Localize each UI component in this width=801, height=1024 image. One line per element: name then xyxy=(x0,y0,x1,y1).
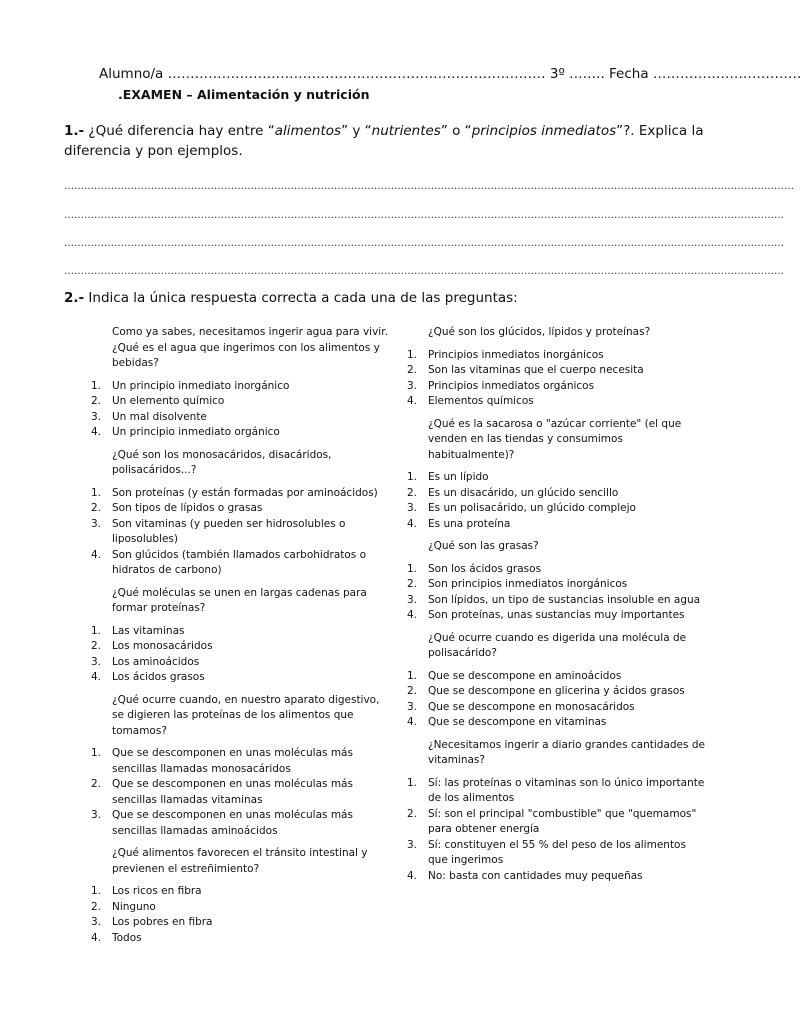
quiz-question-text: ¿Qué ocurre cuando es digerida una molécula de polisacárido? xyxy=(428,631,687,659)
answer-options xyxy=(91,884,391,946)
option-text: Son lípidos, un tipo de sustancias insoluble en agua xyxy=(428,593,701,606)
quiz-question xyxy=(407,631,707,731)
option-number: 3. xyxy=(91,655,102,668)
question-1-text-b: ” y “ xyxy=(341,123,372,139)
option-text: Son glúcidos (también llamados carbohidratos o hidratos de carbono) xyxy=(112,548,367,576)
answer-options xyxy=(407,669,707,731)
quiz-question xyxy=(91,586,391,686)
option-text: Son los ácidos grasos xyxy=(428,562,542,575)
option-number: 1. xyxy=(91,379,102,392)
option-number: 2. xyxy=(407,685,418,697)
answer-option[interactable] xyxy=(407,608,707,624)
quiz-question xyxy=(407,539,707,624)
option-text: Un mal disolvente xyxy=(112,410,207,423)
option-number: 3. xyxy=(407,502,418,514)
answer-option[interactable] xyxy=(407,577,707,593)
answer-line[interactable]: ………………………………………………………………………………………………………………………………………………………………………………………………… xyxy=(64,181,794,192)
answer-option[interactable] xyxy=(407,394,707,410)
answer-option[interactable] xyxy=(91,777,391,808)
quiz-question xyxy=(91,325,391,441)
answer-option[interactable] xyxy=(91,517,391,548)
question-1 xyxy=(64,121,714,161)
option-number: 4. xyxy=(407,609,418,621)
option-text: Es una proteína xyxy=(428,517,511,530)
option-number: 2. xyxy=(91,778,102,790)
question-1-text-a: ¿Qué diferencia hay entre “ xyxy=(84,123,275,139)
option-text: Elementos químicos xyxy=(428,395,534,407)
quiz-question xyxy=(91,693,391,840)
answer-line[interactable]: ……………………………………………………………………………………………………………………………………………………………………………………………… xyxy=(64,266,784,277)
option-number: 1. xyxy=(407,669,418,682)
option-text: Que se descompone en monosacáridos xyxy=(428,700,635,713)
option-number: 3. xyxy=(407,379,418,392)
option-text: Sí: las proteínas o vitaminas son lo único importante de los alimentos xyxy=(428,776,705,804)
option-text: Un principio inmediato orgánico xyxy=(112,426,280,438)
answer-option[interactable] xyxy=(407,348,707,364)
option-text: Un principio inmediato inorgánico xyxy=(112,379,290,392)
question-1-text-d: ”?. Explica la diferencia y pon ejemplos. xyxy=(64,123,704,159)
answer-option[interactable] xyxy=(407,838,707,869)
exam-title: .EXAMEN – Alimentación y nutrición xyxy=(118,87,370,102)
option-text: Sí: constituyen el 55 % del peso de los alimentos que ingerimos xyxy=(428,838,686,866)
answer-options xyxy=(407,348,707,410)
option-text: Es un lípido xyxy=(428,471,489,483)
question-1-em-principios: principios inmediatos xyxy=(471,123,617,139)
option-text: Los pobres en fibra xyxy=(112,916,213,928)
option-number: 1. xyxy=(91,885,102,897)
answer-option[interactable] xyxy=(91,501,391,517)
option-text: Todos xyxy=(112,931,142,944)
question-1-em-alimentos: alimentos xyxy=(274,123,342,139)
option-number: 3. xyxy=(91,410,102,423)
option-number: 3. xyxy=(407,700,418,713)
answer-option[interactable] xyxy=(407,700,707,716)
right-question-column xyxy=(407,325,707,891)
option-number: 3. xyxy=(91,517,102,530)
option-number: 4. xyxy=(407,517,418,530)
answer-option[interactable] xyxy=(91,808,391,839)
option-number: 1. xyxy=(91,747,102,759)
option-text: Son vitaminas (y pueden ser hidrosolubles o liposolubles) xyxy=(112,517,346,545)
answer-option[interactable] xyxy=(91,900,391,916)
answer-options xyxy=(407,562,707,624)
answer-option[interactable] xyxy=(407,684,707,700)
answer-option[interactable] xyxy=(407,470,707,486)
question-1-text-c: ” o “ xyxy=(440,123,472,139)
option-number: 4. xyxy=(91,931,102,944)
quiz-question xyxy=(91,448,391,579)
answer-option[interactable] xyxy=(91,639,391,655)
answer-option[interactable] xyxy=(91,884,391,900)
answer-option[interactable] xyxy=(407,776,707,807)
option-text: Un elemento químico xyxy=(112,395,225,407)
answer-line[interactable]: ……………………………………………………………………………………………………………………………………………………………………………………………… xyxy=(64,210,784,221)
option-text: Que se descompone en aminoácidos xyxy=(428,669,622,682)
question-2-text: Indica la única respuesta correcta a cada una de las preguntas: xyxy=(84,290,518,306)
option-number: 4. xyxy=(91,671,102,683)
question-2-number: 2.- xyxy=(64,290,85,306)
answer-options xyxy=(407,776,707,885)
quiz-question xyxy=(407,325,707,410)
answer-option[interactable] xyxy=(407,363,707,379)
answer-option[interactable] xyxy=(407,486,707,502)
option-number: 4. xyxy=(407,395,418,407)
quiz-question-text: ¿Qué es la sacarosa o "azúcar corriente" (el que venden en las tiendas y consumimos habitualmente)? xyxy=(428,417,682,461)
question-1-number: 1.- xyxy=(64,123,85,139)
question-1-em-nutrientes: nutrientes xyxy=(371,123,441,139)
option-text: Es un disacárido, un glúcido sencillo xyxy=(428,486,619,499)
option-number: 2. xyxy=(91,395,102,407)
option-number: 3. xyxy=(91,916,102,928)
option-number: 2. xyxy=(407,807,418,820)
option-number: 2. xyxy=(91,900,102,913)
option-text: Los aminoácidos xyxy=(112,655,200,668)
option-text: Son tipos de lípidos o grasas xyxy=(112,502,263,514)
option-text: Son principios inmediatos inorgánicos xyxy=(428,578,628,590)
answer-options xyxy=(91,624,391,686)
option-number: 3. xyxy=(91,809,102,821)
answer-option[interactable] xyxy=(91,394,391,410)
option-text: Son proteínas (y están formadas por aminoácidos) xyxy=(112,486,378,499)
quiz-question-text: ¿Qué son los monosacáridos, disacáridos, polisacáridos...? xyxy=(112,448,332,476)
option-number: 4. xyxy=(91,548,102,561)
answer-option[interactable] xyxy=(407,562,707,578)
quiz-question xyxy=(407,417,707,533)
option-text: Que se descompone en glicerina y ácidos grasos xyxy=(428,685,685,697)
answer-option[interactable] xyxy=(91,670,391,686)
answer-options xyxy=(91,486,391,579)
answer-option[interactable] xyxy=(407,379,707,395)
answer-options xyxy=(91,379,391,441)
option-number: 1. xyxy=(407,776,418,789)
option-number: 2. xyxy=(91,502,102,514)
quiz-question-text: ¿Qué ocurre cuando, en nuestro aparato digestivo, se digieren las proteínas de los alimentos que tomamos? xyxy=(112,693,380,737)
option-text: Son proteínas, unas sustancias muy importantes xyxy=(428,609,685,621)
option-number: 2. xyxy=(407,364,418,376)
option-number: 1. xyxy=(407,562,418,575)
option-text: Los monosacáridos xyxy=(112,640,213,652)
left-question-column xyxy=(91,325,391,953)
answer-option[interactable] xyxy=(91,931,391,947)
answer-options xyxy=(91,746,391,839)
answer-option[interactable] xyxy=(91,410,391,426)
option-text: Que se descomponen en unas moléculas más sencillas llamadas aminoácidos xyxy=(112,809,353,837)
option-text: Los ácidos grasos xyxy=(112,671,205,683)
answer-option[interactable] xyxy=(407,807,707,838)
answer-option[interactable] xyxy=(407,669,707,685)
option-text: Principios inmediatos inorgánicos xyxy=(428,348,604,361)
answer-option[interactable] xyxy=(91,425,391,441)
answer-option[interactable] xyxy=(91,486,391,502)
answer-option[interactable] xyxy=(91,915,391,931)
option-number: 1. xyxy=(91,624,102,637)
answer-option[interactable] xyxy=(91,655,391,671)
option-text: Que se descomponen en unas moléculas más sencillas llamadas vitaminas xyxy=(112,778,353,806)
answer-option[interactable] xyxy=(91,746,391,777)
option-text: Que se descompone en vitaminas xyxy=(428,716,607,728)
answer-option[interactable] xyxy=(407,593,707,609)
quiz-question-text: ¿Qué son las grasas? xyxy=(428,540,539,552)
option-number: 4. xyxy=(91,426,102,438)
option-text: Principios inmediatos orgánicos xyxy=(428,379,595,392)
answer-options xyxy=(407,470,707,532)
option-text: Las vitaminas xyxy=(112,624,185,637)
quiz-question xyxy=(407,738,707,885)
option-text: Ninguno xyxy=(112,900,156,913)
quiz-question-text: ¿Qué alimentos favorecen el tránsito intestinal y previenen el estreñimiento? xyxy=(112,847,368,875)
student-info-line: Alumno/a ………………………………………………………………………… 3º …….. Fecha …………………………… xyxy=(99,66,801,82)
option-number: 1. xyxy=(91,486,102,499)
answer-option[interactable] xyxy=(407,869,707,885)
quiz-question xyxy=(91,846,391,946)
answer-option[interactable] xyxy=(407,715,707,731)
answer-line[interactable]: ……………………………………………………………………………………………………………………………………………………………………………………………… xyxy=(64,238,784,249)
quiz-question-text: ¿Necesitamos ingerir a diario grandes cantidades de vitaminas? xyxy=(428,738,705,766)
option-number: 2. xyxy=(91,640,102,652)
option-text: Los ricos en fibra xyxy=(112,885,202,897)
answer-option[interactable] xyxy=(91,624,391,640)
quiz-question-text: ¿Qué son los glúcidos, lípidos y proteínas? xyxy=(428,326,651,338)
option-number: 4. xyxy=(407,716,418,728)
answer-option[interactable] xyxy=(91,379,391,395)
quiz-question-text: Como ya sabes, necesitamos ingerir agua para vivir. ¿Qué es el agua que ingerimos con los alimentos y bebidas? xyxy=(112,326,388,369)
option-text: Sí: son el principal "combustible" que "quemamos" para obtener energía xyxy=(428,807,697,835)
option-text: Son las vitaminas que el cuerpo necesita xyxy=(428,364,644,376)
answer-option[interactable] xyxy=(407,501,707,517)
option-text: Es un polisacárido, un glúcido complejo xyxy=(428,502,636,514)
option-number: 3. xyxy=(407,593,418,606)
question-2 xyxy=(64,290,518,306)
option-number: 1. xyxy=(407,348,418,361)
option-number: 4. xyxy=(407,869,418,882)
answer-option[interactable] xyxy=(407,517,707,533)
quiz-question-text: ¿Qué moléculas se unen en largas cadenas para formar proteínas? xyxy=(112,586,367,614)
option-number: 2. xyxy=(407,486,418,499)
option-number: 3. xyxy=(407,838,418,851)
option-number: 1. xyxy=(407,471,418,483)
option-number: 2. xyxy=(407,578,418,590)
answer-option[interactable] xyxy=(91,548,391,579)
option-text: No: basta con cantidades muy pequeñas xyxy=(428,869,643,882)
option-text: Que se descomponen en unas moléculas más sencillas llamadas monosacáridos xyxy=(112,747,353,775)
